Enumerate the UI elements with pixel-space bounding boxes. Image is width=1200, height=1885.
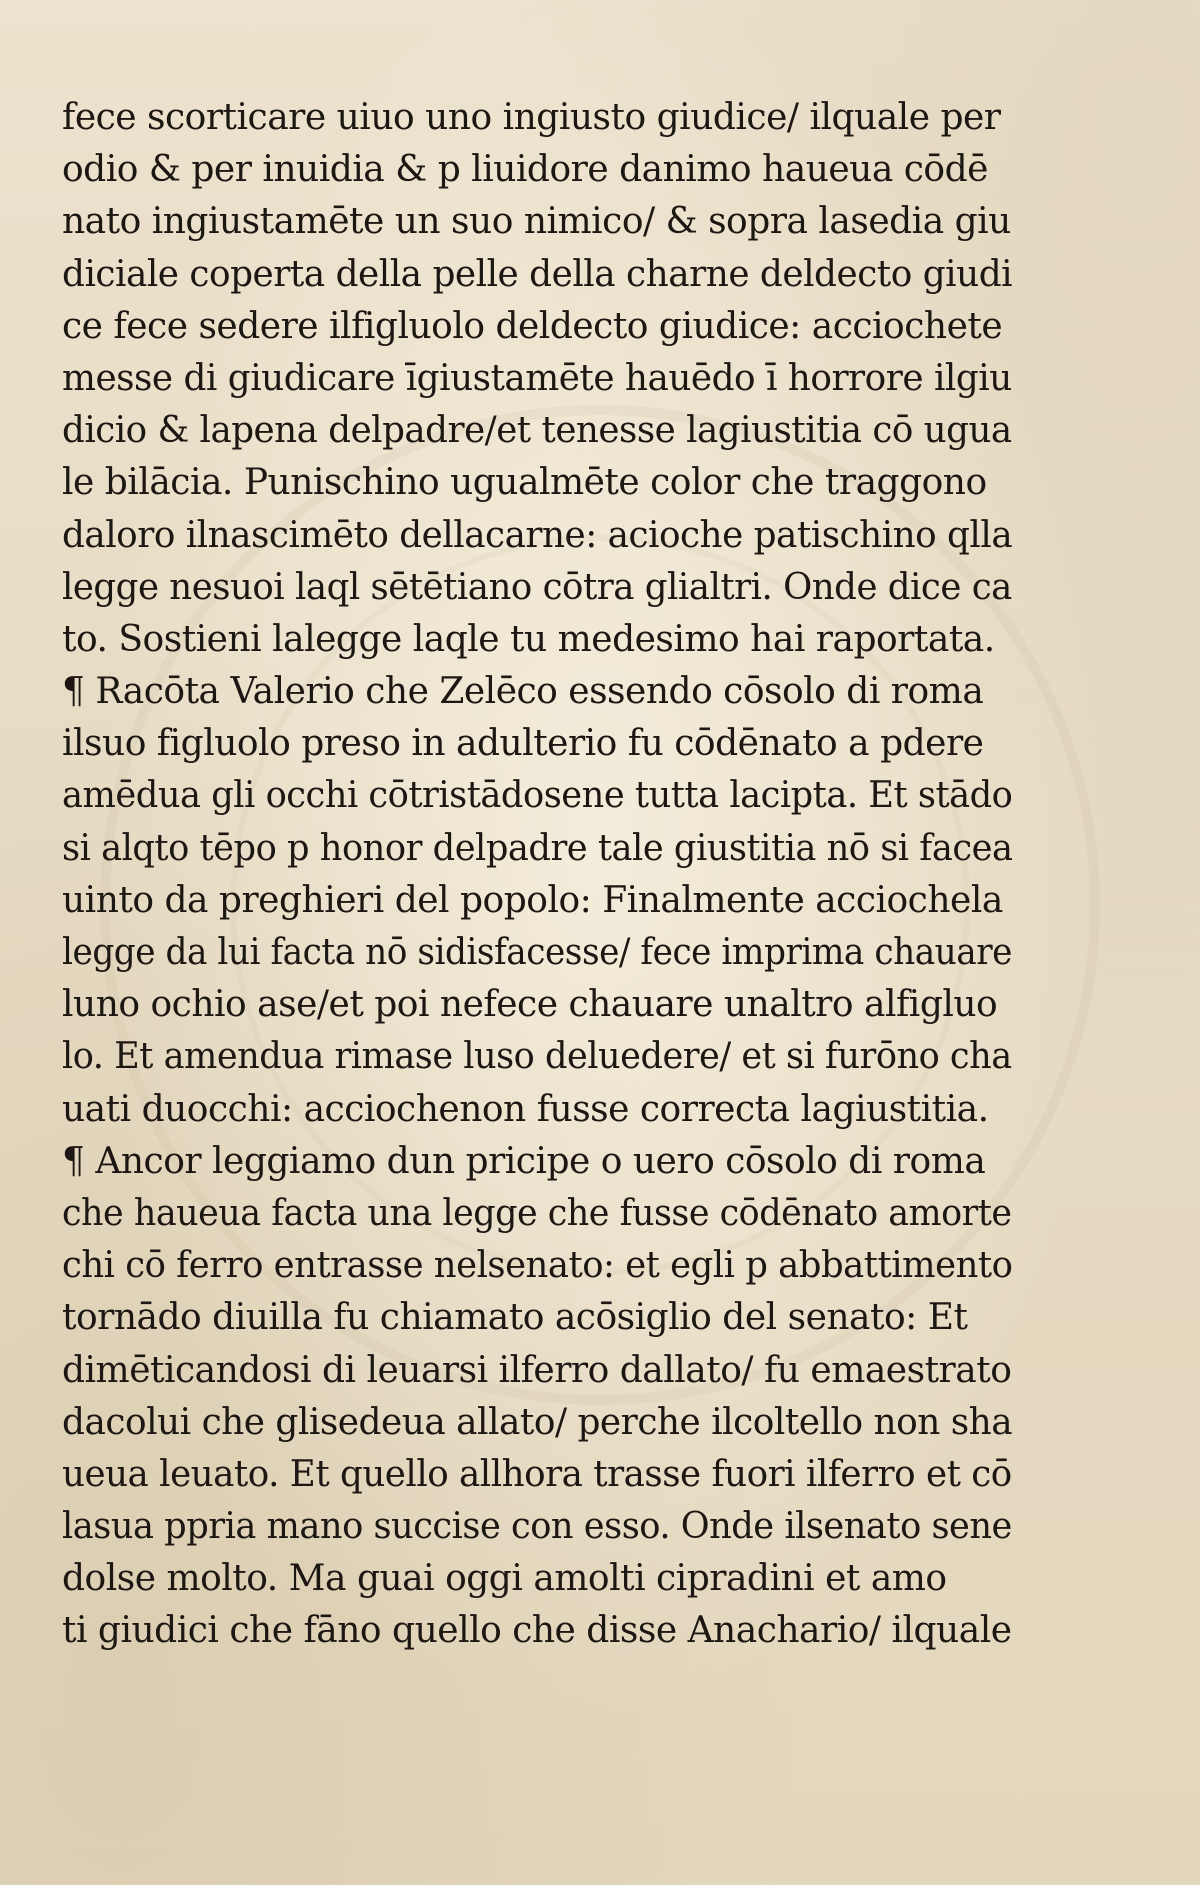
text-line: messe di giudicare īgiustamēte hauēdo ī horrore ilgiu — [62, 357, 1012, 399]
text-line: nato ingiustamēte un suo nimico/ & sopra lasedia giu — [62, 201, 1011, 243]
text-line: ilsuo figluolo preso in adulterio fu cōdēnato a pdere — [62, 723, 984, 765]
text-line: legge nesuoi laql sētētiano cōtra glialtri. Onde dice ca — [62, 566, 1012, 608]
text-block — [62, 92, 1012, 1658]
text-line: che haueua facta una legge che fusse cōdēnato amorte — [62, 1192, 1012, 1234]
text-line: to. Sostieni lalegge laqle tu medesimo hai raportata. — [62, 618, 995, 660]
text-line: chi cō ferro entrasse nelsenato: et egli p abbattimento — [62, 1245, 1012, 1287]
text-line: lasua ppria mano succise con esso. Onde ilsenato sene — [62, 1506, 1012, 1548]
text-line: ti giudici che fāno quello che disse Anachario/ ilquale — [62, 1610, 1012, 1652]
text-line: uati duocchi: acciochenon fusse correcta lagiustitia. — [62, 1088, 989, 1130]
text-line: lo. Et amendua rimase luso deluedere/ et si furōno cha — [62, 1036, 1012, 1078]
text-line: fece scorticare uiuo uno ingiusto giudice/ ilquale per — [62, 97, 1001, 138]
text-line: ce fece sedere ilfigluolo deldecto giudice: acciochete — [62, 305, 1003, 347]
text-line: daloro ilnascimēto dellacarne: acioche patischino qlla — [62, 514, 1012, 556]
text-line: dimēticandosi di leuarsi ilferro dallato/ fu emaestrato — [62, 1349, 1012, 1391]
text-line: ¶ Ancor leggiamo dun pricipe o uero cōsolo di roma — [62, 1140, 986, 1182]
text-line: legge da lui facta nō sidisfacesse/ fece imprima chauare — [62, 932, 1012, 973]
text-line: dacolui che glisedeua allato/ perche ilcoltello non sha — [62, 1401, 1012, 1443]
text-line: ueua leuato. Et quello allhora trasse fuori ilferro et cō — [62, 1453, 1012, 1495]
text-line: si alqto tēpo p honor delpadre tale giustitia nō si facea — [62, 827, 1012, 869]
text-line: le bilācia. Punischino ugualmēte color che traggono — [62, 462, 987, 504]
text-line: amēdua gli occhi cōtristādosene tutta lacipta. Et stādo — [62, 775, 1012, 817]
text-line: luno ochio ase/et poi nefece chauare unaltro alfigluo — [62, 984, 998, 1026]
text-line: uinto da preghieri del popolo: Finalmente acciochela — [62, 879, 1003, 921]
text-line: diciale coperta della pelle della charne deldecto giudi — [62, 253, 1012, 295]
text-line: ¶ Racōta Valerio che Zelēco essendo cōsolo di roma — [62, 671, 984, 713]
text-line: odio & per inuidia & p liuidore danimo haueua cōdē — [62, 149, 988, 191]
text-line: tornādo diuilla fu chiamato acōsiglio del senato: Et — [62, 1297, 968, 1339]
text-line: dicio & lapena delpadre/et tenesse lagiustitia cō ugua — [62, 410, 1012, 452]
text-line: dolse molto. Ma guai oggi amolti cipradini et amo — [62, 1558, 947, 1600]
